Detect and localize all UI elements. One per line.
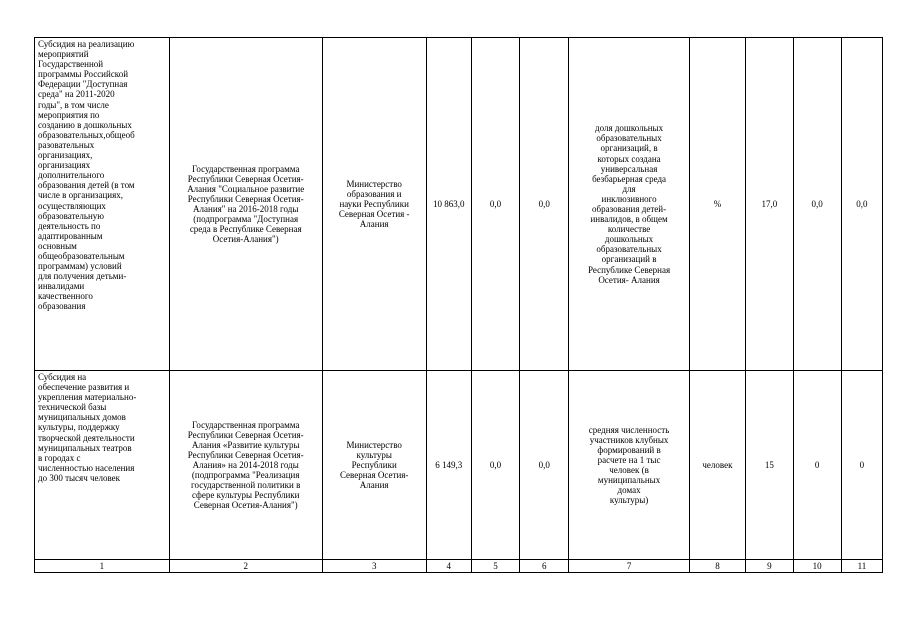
column-number-row bbox=[35, 560, 883, 573]
column-number: 8 bbox=[689, 560, 746, 573]
column-number: 5 bbox=[471, 560, 519, 573]
column-number: 2 bbox=[169, 560, 322, 573]
column-number: 3 bbox=[322, 560, 426, 573]
budget-table bbox=[34, 37, 883, 573]
column-number: 7 bbox=[569, 560, 689, 573]
cell-program: Государственная программа Республики Северная Осетия- Алания "Социальное развитие Республики Северная Осетия- Алания" на 2016-2018 годы (подпрограмма "Доступная среда в Республике Северная Осетия-Алания") bbox=[169, 38, 322, 371]
cell-indicator: средняя численность участников клубных формирований в расчете на 1 тыс человек (в муниципальных домах культуры) bbox=[569, 371, 689, 560]
cell-value-10: 0 bbox=[793, 371, 841, 560]
cell-value-6: 0,0 bbox=[520, 371, 569, 560]
column-number: 11 bbox=[841, 560, 882, 573]
cell-value-11: 0 bbox=[841, 371, 882, 560]
cell-program: Государственная программа Республики Северная Осетия- Алания «Развитие культуры Республики Северная Осетия- Алания» на 2014-2018 годы (подпрограмма "Реализация государственной политики в сфере культуры Республики Северная Осетия-Алания") bbox=[169, 371, 322, 560]
cell-value-5: 0,0 bbox=[471, 371, 519, 560]
column-number: 9 bbox=[746, 560, 793, 573]
table-row bbox=[35, 38, 883, 371]
cell-subsidy-name: Субсидия на обеспечение развития и укрепления материально- технической базы муниципальных домов культуры, поддержку творческой деятельности муниципальных театров в городах с численностью населения до 300 тысяч человек bbox=[35, 371, 170, 560]
cell-ministry: Министерство культуры Республики Северная Осетия- Алания bbox=[322, 371, 426, 560]
table-row bbox=[35, 371, 883, 560]
column-number: 4 bbox=[426, 560, 471, 573]
cell-unit: % bbox=[689, 38, 746, 371]
column-number: 10 bbox=[793, 560, 841, 573]
cell-amount: 6 149,3 bbox=[426, 371, 471, 560]
cell-value-5: 0,0 bbox=[471, 38, 519, 371]
cell-amount: 10 863,0 bbox=[426, 38, 471, 371]
cell-ministry: Министерство образования и науки Республики Северная Осетия - Алания bbox=[322, 38, 426, 371]
cell-subsidy-name: Субсидия на реализацию мероприятий Государственной программы Российской Федерации "Доступная среда" на 2011-2020 годы", в том числе мероприятия по созданию в дошкольных образовательных,общеоб разовательных организациях, организациях дополнительного образования детей (в том числе в организациях, осуществляющих образовательную деятельность по адаптированным основным общеобразовательным программам) условий для получения детьми- инвалидами качественного образования bbox=[35, 38, 170, 371]
column-number: 6 bbox=[520, 560, 569, 573]
cell-value-6: 0,0 bbox=[520, 38, 569, 371]
column-number: 1 bbox=[35, 560, 170, 573]
cell-value-9: 15 bbox=[746, 371, 793, 560]
cell-unit: человек bbox=[689, 371, 746, 560]
cell-value-10: 0,0 bbox=[793, 38, 841, 371]
cell-indicator: доля дошкольных образовательных организаций, в которых создана универсальная безбарьерная среда для инклюзивного образования детей- инвалидов, в общем количестве дошкольных образовательных организаций в Республике Северная Осетия- Алания bbox=[569, 38, 689, 371]
cell-value-11: 0,0 bbox=[841, 38, 882, 371]
cell-value-9: 17,0 bbox=[746, 38, 793, 371]
